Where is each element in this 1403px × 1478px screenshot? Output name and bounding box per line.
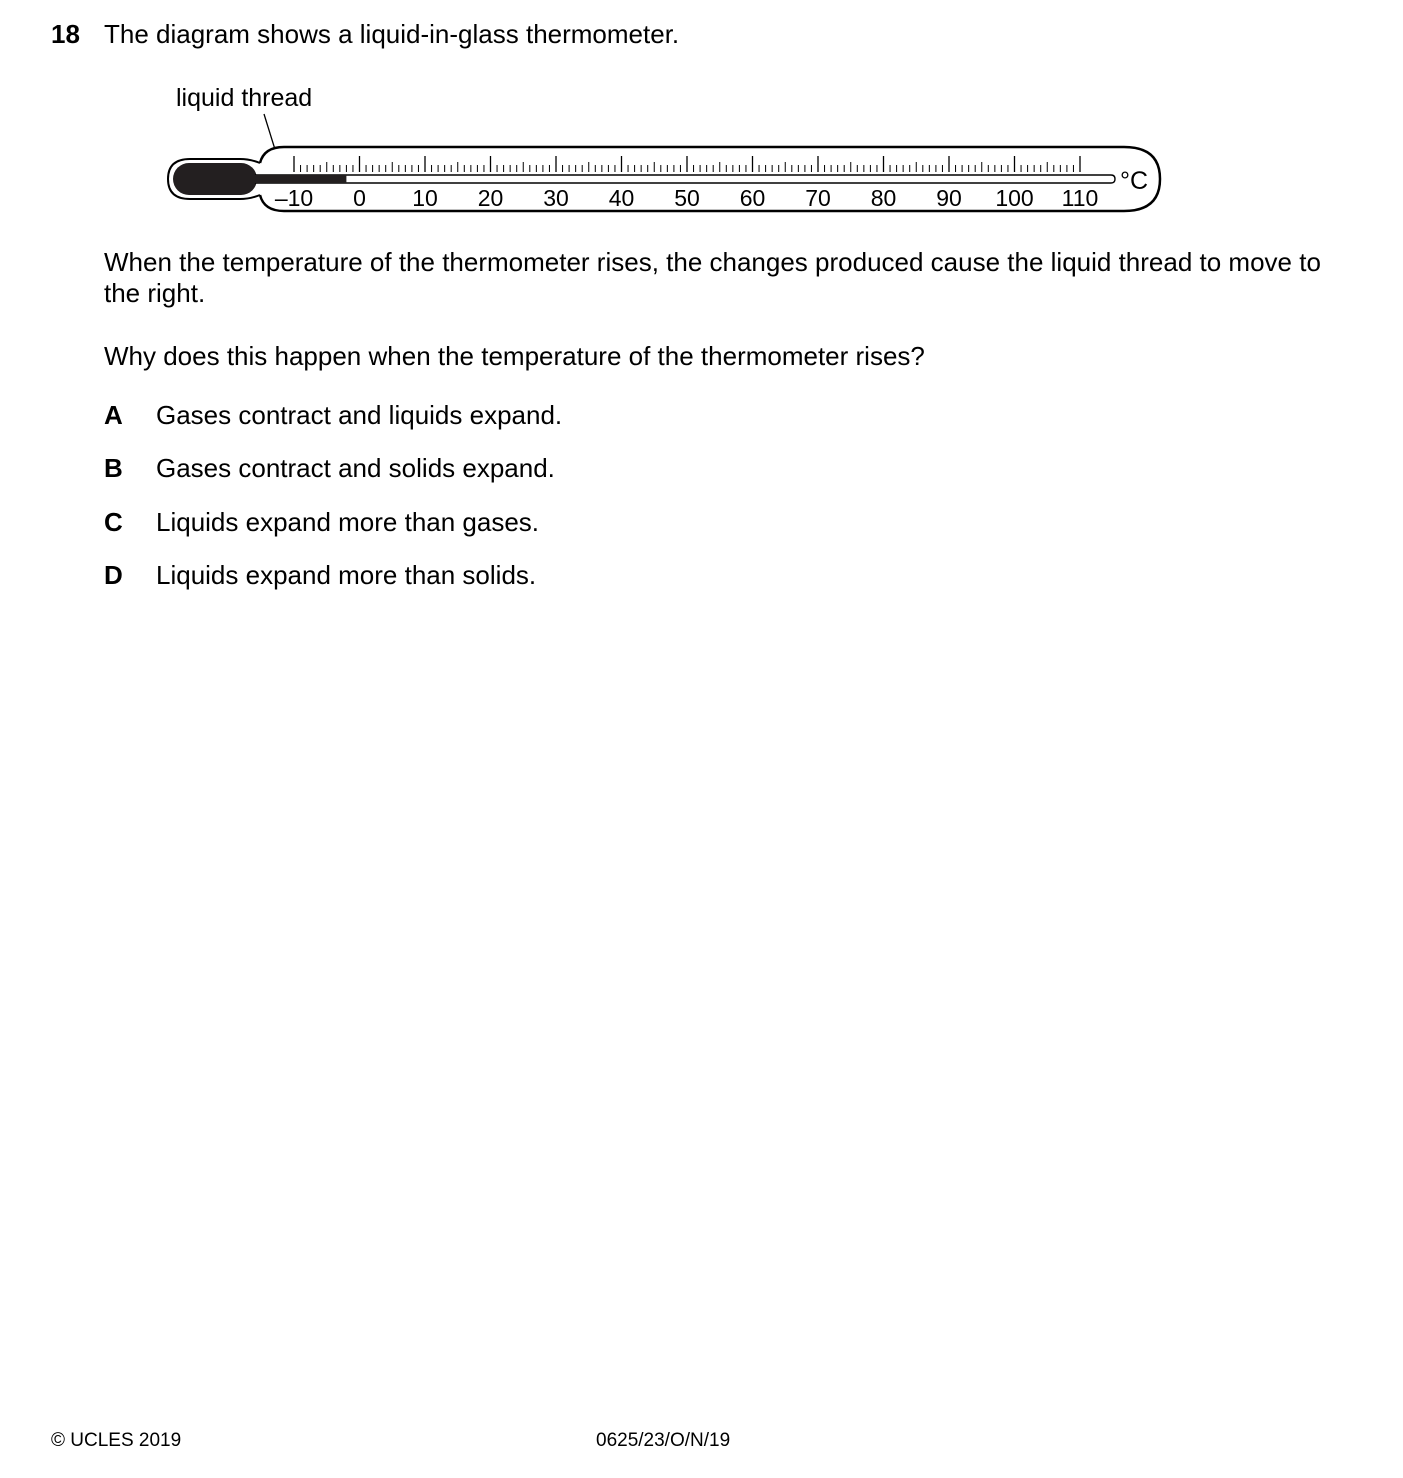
option-text: Liquids expand more than solids. bbox=[156, 560, 537, 590]
option-c[interactable] bbox=[104, 507, 539, 538]
question-number: 18 bbox=[51, 19, 80, 49]
liquid-thread bbox=[250, 175, 346, 183]
option-letter: B bbox=[104, 453, 123, 483]
scale-label: 50 bbox=[674, 185, 700, 211]
bulb-liquid bbox=[173, 163, 257, 195]
option-b[interactable] bbox=[104, 453, 555, 484]
scale-label: 10 bbox=[412, 185, 438, 211]
option-text: Gases contract and liquids expand. bbox=[156, 400, 563, 430]
question-paragraph-2: Why does this happen when the temperature of the thermometer rises? bbox=[104, 341, 925, 371]
option-text: Liquids expand more than gases. bbox=[156, 507, 540, 537]
option-text: Gases contract and solids expand. bbox=[156, 453, 555, 483]
option-d[interactable] bbox=[104, 560, 536, 591]
scale-label: 70 bbox=[805, 185, 831, 211]
scale-label: 90 bbox=[936, 185, 962, 211]
scale-label: 110 bbox=[1061, 185, 1099, 211]
option-a[interactable] bbox=[104, 400, 562, 431]
scale-label: 40 bbox=[608, 185, 635, 211]
liquid-thread-label: liquid thread bbox=[176, 84, 313, 112]
copyright: © UCLES 2019 bbox=[51, 1430, 182, 1451]
unit-label: °C bbox=[1120, 167, 1149, 195]
scale-label: 0 bbox=[353, 185, 366, 211]
scale-label: 80 bbox=[870, 185, 897, 211]
option-letter: C bbox=[104, 507, 123, 537]
scale-label: 20 bbox=[477, 185, 504, 211]
option-letter: A bbox=[104, 400, 123, 430]
paper-code: 0625/23/O/N/19 bbox=[596, 1430, 731, 1451]
scale-label: 100 bbox=[995, 185, 1034, 211]
question-paragraph-1: When the temperature of the thermometer rises, the changes produced cause the liquid thread to move to the right. bbox=[104, 247, 1321, 308]
question-stem: The diagram shows a liquid-in-glass thermometer. bbox=[104, 19, 680, 49]
scale-label: 60 bbox=[739, 185, 766, 211]
thermometer-diagram bbox=[0, 70, 1403, 230]
scale-label: 30 bbox=[543, 185, 569, 211]
option-letter: D bbox=[104, 560, 123, 590]
scale-label: –10 bbox=[274, 185, 314, 211]
